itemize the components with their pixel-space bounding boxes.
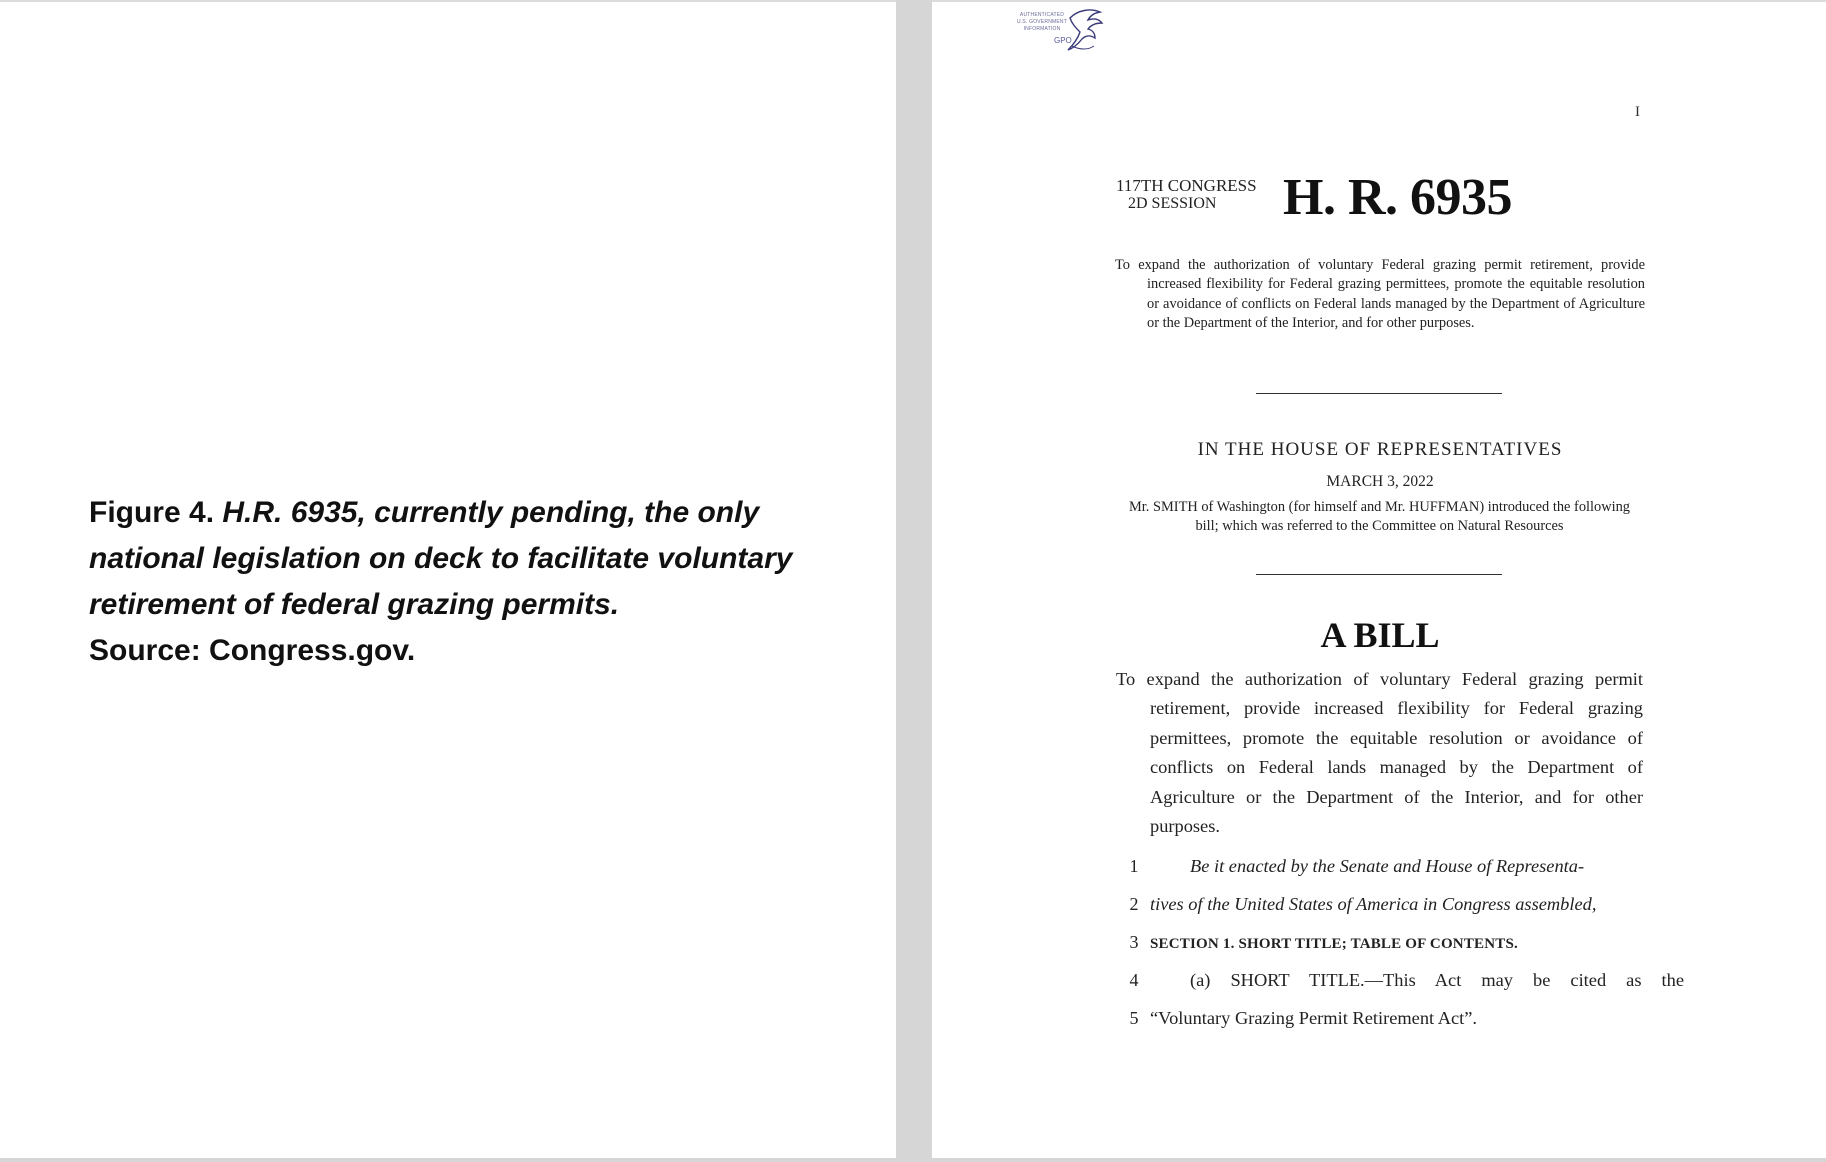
bill-line (1116, 894, 1646, 924)
introduction-date: MARCH 3, 2022 (1326, 473, 1434, 490)
page-gutter (896, 0, 932, 1162)
bill-version-mark: I (1635, 104, 1640, 120)
line-number: 2 (1129, 894, 1139, 914)
left-page (0, 0, 896, 1160)
line-number: 1 (1129, 856, 1139, 876)
line-text: tives of the United States of America in Congress assembled, (1150, 894, 1597, 914)
gpo-authentication-logo (1006, 6, 1106, 56)
logo-line-3: INFORMATION (1023, 26, 1061, 32)
page-bottom-edge (0, 1158, 1826, 1162)
caption-lead: Figure 4. (89, 496, 215, 529)
bill-number: H. R. 6935 (1283, 169, 1512, 226)
bill-line (1116, 970, 1684, 1000)
introduction-statement: Mr. SMITH of Washington (for himself and Mr. HUFFMAN) introduced the following bill; which was referred to the Committee on Natural Resources (1128, 499, 1630, 534)
caption-title: H.R. 6935, currently pending, the only national legislation on deck to facilitate voluntary retirement of federal grazing permits. (89, 496, 793, 621)
divider-rule-top (1256, 393, 1502, 394)
figure-caption (89, 490, 809, 674)
session-label: 2D SESSION (1128, 195, 1217, 212)
line-number: 3 (1129, 932, 1139, 952)
line-text: Be it enacted by the Senate and House of Representa- (1190, 856, 1585, 876)
bill-long-description: To expand the authorization of voluntary Federal grazing permit retirement, provide increased flexibility for Federal grazing permittees, promote the equitable resolution or avoidance of conflicts on Federal lands managed by the Department of Agriculture or the Department of the Interior, and for other purposes. (1116, 669, 1643, 837)
logo-gpo-text: GPO (1054, 36, 1072, 45)
congress-label: 117TH CONGRESS (1116, 176, 1257, 195)
logo-line-1: AUTHENTICATED (1019, 12, 1065, 18)
caption-source: Source: Congress.gov. (89, 634, 416, 667)
line-text: (a) SHORT TITLE.—This Act may be cited as the (1190, 970, 1684, 990)
divider-rule-bottom (1256, 574, 1502, 575)
bill-line (1116, 1008, 1646, 1038)
line-number: 4 (1129, 970, 1139, 990)
eagle-icon (1064, 6, 1106, 56)
line-number: 5 (1129, 1008, 1139, 1028)
bill-line (1116, 932, 1646, 962)
logo-line-2: U.S. GOVERNMENT (1017, 19, 1067, 25)
line-text: “Voluntary Grazing Permit Retirement Act”. (1150, 1008, 1478, 1028)
bill-heading: A BILL (1320, 615, 1440, 655)
bill-short-description: To expand the authorization of voluntary Federal grazing permit retirement, provide increased flexibility for Federal grazing permittees, promote the equitable resolution or avoidance of conflicts on Federal lands managed by the Department of Agriculture or the Department of the Interior, and for other purposes. (1115, 257, 1645, 332)
bill-line (1116, 856, 1646, 886)
section-heading: SECTION 1. SHORT TITLE; TABLE OF CONTENTS. (1150, 936, 1518, 952)
chamber-heading: IN THE HOUSE OF REPRESENTATIVES (1197, 439, 1563, 460)
